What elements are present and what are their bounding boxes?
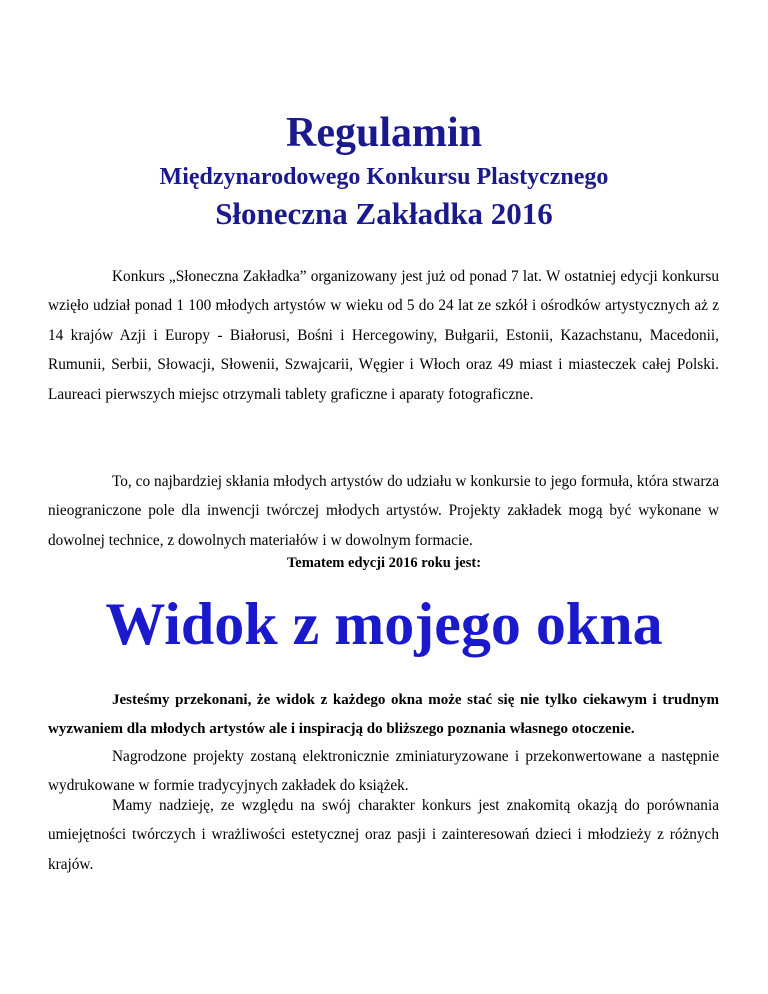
formula-paragraph: To, co najbardziej skłania młodych artystów do udziału w konkursie to jego formuła, która stwarza nieograniczone pole dla inwencji twórczej młodych artystów. Projekty zakładek mogą być wykonane w dowolnej technice, z dowolnych materiałów i w dowolnym formacie.	[48, 473, 719, 549]
theme-title: Widok z mojego okna	[105, 591, 663, 657]
intro-paragraph: Konkurs „Słoneczna Zakładka” organizowany jest już od ponad 7 lat. W ostatniej edycji konkursu wzięło udział ponad 1 100 młodych artystów w wieku od 5 do 24 lat ze szkół i ośrodków artystycznych aż z 14 krajów Azji i Europy - Białorusi, Bośni i Hercegowiny, Bułgarii, Estonii, Kazachstanu, Macedonii, Rumunii, Serbii, Słowacji, Słowenii, Szwajcarii, Węgier i Włoch oraz 49 miast i miasteczek całej Polski. Laureaci pierwszych miejsc otrzymali tablety graficzne i aparaty fotograficzne.	[48, 268, 719, 403]
awards-paragraph: Nagrodzone projekty zostaną elektronicznie zminiaturyzowane i przekonwertowane a następnie wydrukowane w formie tradycyjnych zakładek do książek.	[48, 748, 719, 795]
conviction-paragraph: Jesteśmy przekonani, że widok z każdego okna może stać się nie tylko ciekawym i trudnym wyzwaniem dla młodych artystów ale i inspiracją do bliższego poznania własnego otoczenie.	[48, 692, 719, 738]
document-title: Regulamin	[285, 110, 482, 156]
document-subtitle: Międzynarodowego Konkursu Plastycznego	[159, 164, 609, 190]
theme-intro: Tematem edycji 2016 roku jest:	[286, 555, 482, 571]
contest-name: Słoneczna Zakładka 2016	[215, 196, 553, 231]
hope-paragraph: Mamy nadzieję, ze względu na swój charakter konkurs jest znakomitą okazją do porównania umiejętności twórczych i wrażliwości estetycznej oraz pasji i zainteresowań dzieci i młodzieży z różnych krajów.	[48, 797, 719, 873]
